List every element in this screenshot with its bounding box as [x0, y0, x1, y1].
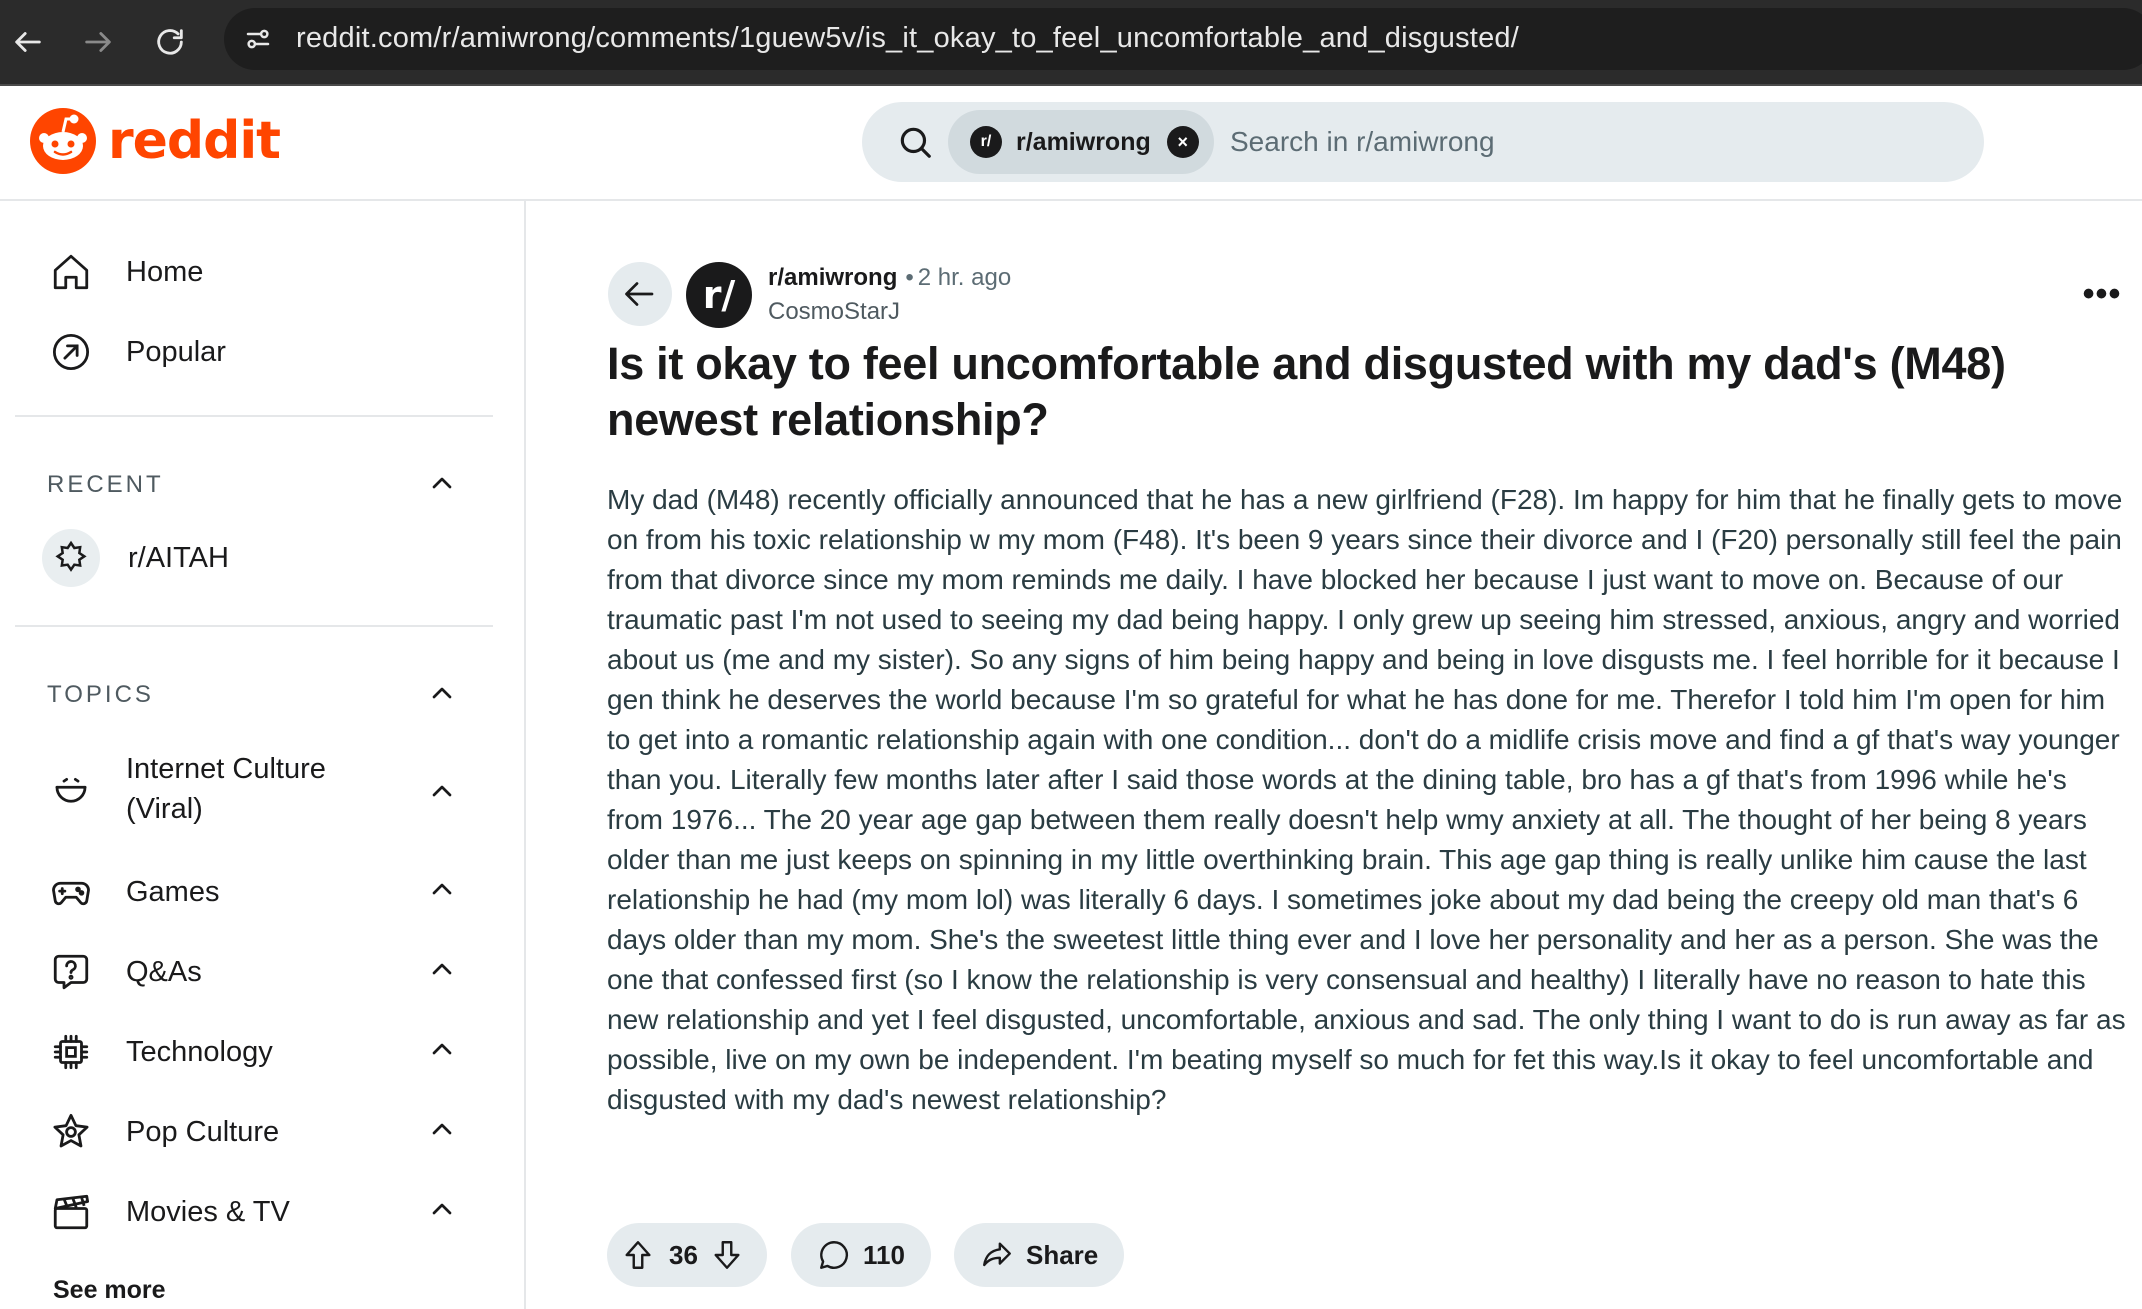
sidebar-item-label: Home	[126, 256, 204, 288]
smile-icon	[48, 766, 94, 812]
upvote-icon[interactable]	[621, 1238, 655, 1272]
share-label: Share	[1026, 1239, 1099, 1270]
sidebar-divider	[15, 625, 493, 627]
url-text[interactable]: reddit.com/r/amiwrong/comments/1guew5v/is_it_okay_to_feel_uncomfortable_and_disgusted/	[296, 22, 1519, 54]
topic-chevron-icon[interactable]	[426, 1113, 462, 1149]
browser-reload-icon[interactable]	[146, 18, 194, 66]
share-button[interactable]	[954, 1223, 1124, 1287]
site-info-icon[interactable]	[238, 19, 278, 59]
comment-icon	[817, 1238, 851, 1272]
star-icon	[48, 1109, 94, 1155]
left-sidebar	[0, 201, 526, 1309]
clapper-icon	[48, 1189, 94, 1235]
comment-count: 110	[863, 1239, 905, 1270]
sidebar-item-label: Q&As	[126, 956, 202, 988]
site-header	[0, 86, 2142, 201]
address-bar[interactable]	[224, 8, 2142, 70]
chip-close-icon[interactable]: ×	[1167, 126, 1199, 158]
share-icon	[980, 1238, 1014, 1272]
post-time: 2 hr. ago	[917, 264, 1012, 291]
back-button[interactable]	[608, 262, 672, 326]
question-icon	[48, 949, 94, 995]
back-arrow-icon	[622, 276, 658, 312]
recent-heading[interactable]: RECENT	[47, 471, 164, 498]
chip-label: r/amiwrong	[1016, 127, 1151, 156]
popular-icon	[48, 329, 94, 375]
post-title: Is it okay to feel uncomfortable and disgusted with my dad's (M48) newest relationship?	[607, 338, 2006, 445]
search-icon	[896, 123, 934, 161]
topic-chevron-icon[interactable]	[426, 873, 462, 909]
reddit-snoo-icon	[30, 108, 96, 174]
vote-pill	[607, 1223, 767, 1287]
comments-button[interactable]	[791, 1223, 931, 1287]
sidebar-item-label: Technology	[126, 1036, 273, 1068]
subreddit-avatar[interactable]: r/	[686, 262, 752, 328]
home-icon	[48, 249, 94, 295]
post-body: My dad (M48) recently officially announced that he has a new girlfriend (F28). Im happy for him that he finally gets to move on from his toxic relationship w my mom (F48). It's been 9 years since their divorce and I (F20) personally still feel the pain from that divorce since my mom reminds me daily. I have blocked her because I just want to move on. Because of our traumatic past I'm not used to seeing my dad being happy. I only grew up seeing him stressed, anxious, angry and worried about us (me and my sister). So any signs of him being happy and being in love disgusts me. I feel horrible for it because I gen think he deserves the world because I'm so grateful for what he has done for me. Therefor I told him I'm open for him to get into a romantic relationship again with one condition... don't do a midlife crisis move and find a gf that's way younger than you. Literally few months later after I said those words at the dining table, bro has a gf that's from 1996 while he's from 1976... The 20 year age gap between them really doesn't help wmy anxiety at all. The thought of her being 8 years older than me just keeps on spinning in my little overthinking brain. This age gap thing is really unlike him cause the last relationship he had (my mom lol) was literally 6 days. I sometimes joke about my dad being the creepy old man that's 6 days older than my mom. She's the sweetest little thing ever and I love her personality and her as a person. She was the one that confessed first (so I know the relationship is very consensual and healthy) I literally have no reason to hate this new relationship and yet I feel disgusted, uncomfortable, anxious and sad. The only thing I want to do is run away as far as possible, live on my own be independent. I'm beating myself so much for fet this way.Is it okay to feel uncomfortable and disgusted with my dad's newest relationship?	[607, 484, 2126, 1115]
chip-avatar: r/	[970, 126, 1002, 158]
browser-toolbar	[0, 0, 2142, 86]
recent-collapse-chevron-icon[interactable]	[426, 467, 462, 503]
topic-chevron-icon[interactable]	[426, 775, 462, 811]
subreddit-search-chip[interactable]	[948, 110, 1214, 174]
browser-back-icon[interactable]	[4, 18, 52, 66]
sidebar-item-label: Games	[126, 876, 220, 908]
see-more-link[interactable]: See more	[53, 1276, 166, 1304]
sidebar-item-label: Movies & TV	[126, 1196, 290, 1228]
aitah-icon	[42, 529, 100, 587]
search-bar[interactable]	[862, 102, 1984, 182]
sidebar-divider	[15, 415, 493, 417]
sidebar-item-label: Popular	[126, 336, 226, 368]
topic-chevron-icon[interactable]	[426, 953, 462, 989]
browser-forward-icon[interactable]	[74, 18, 122, 66]
reddit-logo[interactable]	[30, 108, 280, 174]
sidebar-item-aitah[interactable]	[48, 529, 494, 587]
sidebar-item-label: r/AITAH	[128, 542, 229, 574]
reddit-wordmark: reddit	[108, 111, 281, 171]
vote-count: 36	[669, 1239, 698, 1270]
topic-chevron-icon[interactable]	[426, 1033, 462, 1069]
subreddit-link[interactable]: r/amiwrong	[768, 264, 898, 291]
chip-icon	[48, 1029, 94, 1075]
sidebar-item-label: Pop Culture	[126, 1116, 280, 1148]
search-input[interactable]	[1230, 118, 1930, 166]
topics-heading[interactable]: TOPICS	[47, 681, 154, 708]
downvote-icon[interactable]	[710, 1238, 744, 1272]
post-meta	[768, 264, 1011, 292]
post-author[interactable]: CosmoStarJ	[768, 298, 901, 325]
topic-chevron-icon[interactable]	[426, 1193, 462, 1229]
sidebar-item-home[interactable]	[48, 249, 494, 295]
sidebar-item-popular[interactable]	[48, 329, 494, 375]
more-options-icon[interactable]: •••	[2082, 275, 2122, 313]
gamepad-icon	[48, 869, 94, 915]
meta-separator: •	[905, 264, 914, 291]
sidebar-item-label: Internet Culture (Viral)	[126, 753, 326, 825]
topics-collapse-chevron-icon[interactable]	[426, 677, 462, 713]
